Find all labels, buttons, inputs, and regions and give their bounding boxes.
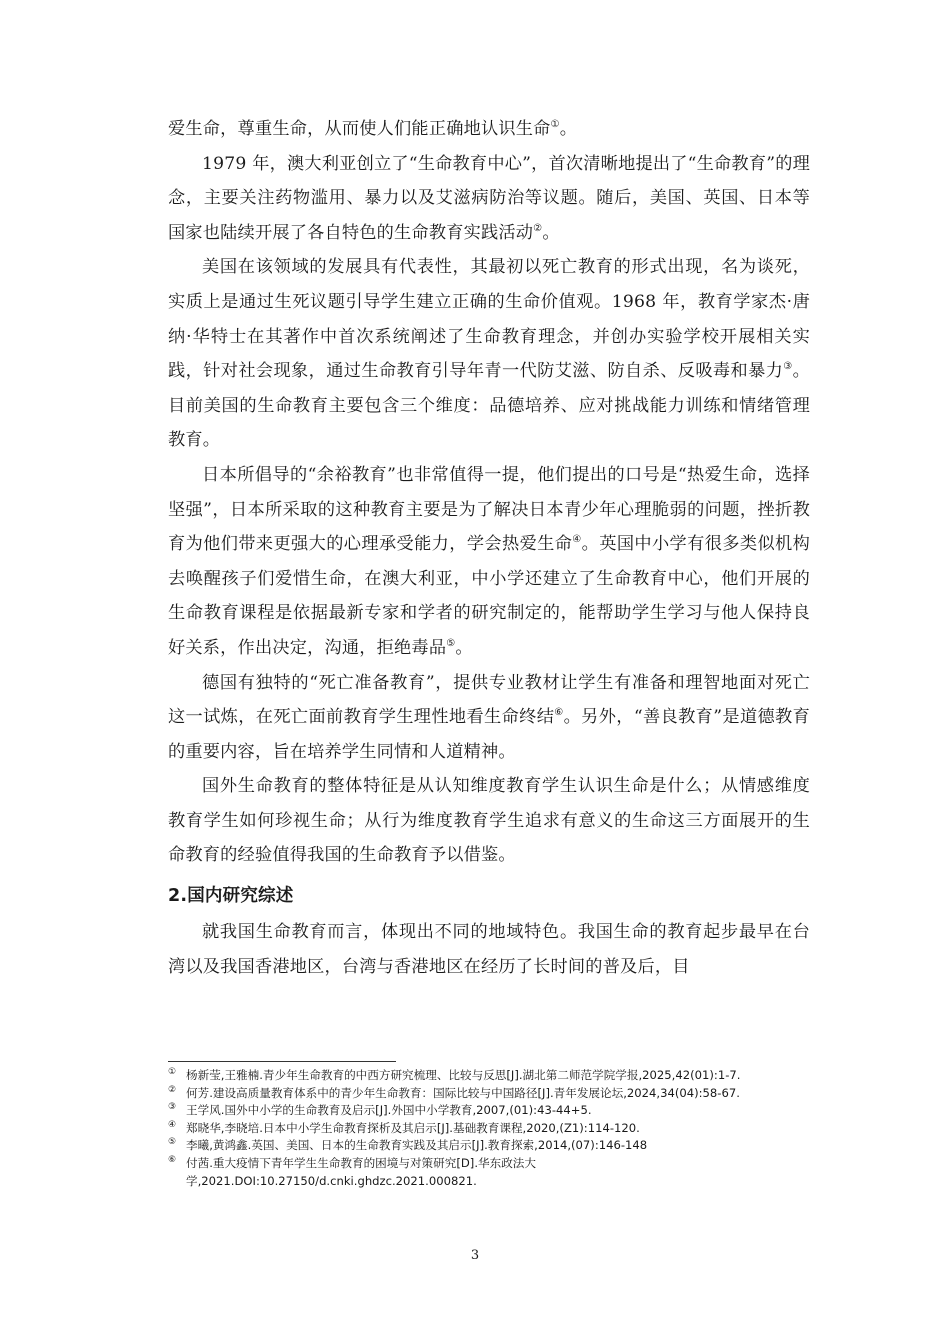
paragraph-2: 1979 年，澳大利亚创立了“生命教育中心”，首次清晰地提出了“生命教育”的理念，主要关注药物滥用、暴力以及艾滋病防治等议题。随后，美国、英国、日本等国家也陆续开展了各自特色的生命教育实践活动②。 xyxy=(168,153,810,243)
footnote-item: ④ 郑晓华,李晓培.日本中小学生命教育探析及其启示[J].基础教育课程,2020,(Z1):114-120. xyxy=(168,1119,640,1135)
footnotes xyxy=(168,1067,810,1190)
section-heading: 2.国内研究综述 xyxy=(168,886,294,907)
paragraph-6: 国外生命教育的整体特征是从认知维度教育学生认识生命是什么；从情感维度教育学生如何珍视生命；从行为维度教育学生追求有意义的生命这三方面展开的生命教育的经验值得我国的生命教育予以借鉴。 xyxy=(168,776,810,866)
footnote-item: ⑥ 付茜.重大疫情下青年学生生命教育的困境与对策研究[D].华东政法大学,2021.DOI:10.27150/d.cnki.ghdzc.2021.000821. xyxy=(168,1154,536,1188)
footnote-item: ⑤ 李曦,黄鸿鑫.英国、美国、日本的生命教育实践及其启示[J].教育探索,2014,(07):146-148 xyxy=(168,1137,648,1153)
body-text xyxy=(168,112,810,984)
page-number: 3 xyxy=(470,1248,480,1263)
paragraph-3: 美国在该领域的发展具有代表性，其最初以死亡教育的形式出现，名为谈死，实质上是通过生死议题引导学生建立正确的生命价值观。1968 年，教育学家杰·唐纳·华特士在其著作中首次系统阐述了生命教育理念，并创办实验学校开展相关实践，针对社会现象，通过生命教育引导年青一代防艾滋、防自杀、反吸毒和暴力③。目前美国的生命教育主要包含三个维度：品德培养、应对挑战能力训练和情绪管理教育。 xyxy=(168,257,810,451)
section-paragraph: 就我国生命教育而言，体现出不同的地域特色。我国生命的教育起步最早在台湾以及我国香港地区，台湾与香港地区在经历了长时间的普及后，目 xyxy=(168,922,810,977)
footnote-item: ② 何芳.建设高质量教育体系中的青少年生命教育：国际比较与中国路径[J].青年发展论坛,2024,34(04):58-67. xyxy=(168,1084,740,1100)
footnote-item: ③ 王学风.国外中小学的生命教育及启示[J].外国中小学教育,2007,(01):43-44+5. xyxy=(168,1102,592,1118)
paragraph-4: 日本所倡导的“余裕教育”也非常值得一提，他们提出的口号是“热爱生命，选择坚强”，日本所采取的这种教育主要是为了解决日本青少年心理脆弱的问题，挫折教育为他们带来更强大的心理承受能力，学会热爱生命④。英国中小学有很多类似机构去唤醒孩子们爱惜生命，在澳大利亚，中小学还建立了生命教育中心，他们开展的生命教育课程是依据最新专家和学者的研究制定的，能帮助学生学习与他人保持良好关系，作出决定，沟通，拒绝毒品⑤。 xyxy=(168,464,810,658)
footnote-divider xyxy=(168,1061,396,1062)
footnote-item: ① 杨新莹,王雅楠.青少年生命教育的中西方研究梳理、比较与反思[J].湖北第二师范学院学报,2025,42(01):1-7. xyxy=(168,1067,741,1082)
paragraph-5: 德国有独特的“死亡准备教育”，提供专业教材让学生有准备和理智地面对死亡这一试炼，在死亡面前教育学生理性地看生命终结⑥。另外，“善良教育”是道德教育的重要内容，旨在培养学生同情和人道精神。 xyxy=(168,672,810,762)
paragraph-1: 爱生命，尊重生命，从而使人们能正确地认识生命①。 xyxy=(168,119,578,139)
